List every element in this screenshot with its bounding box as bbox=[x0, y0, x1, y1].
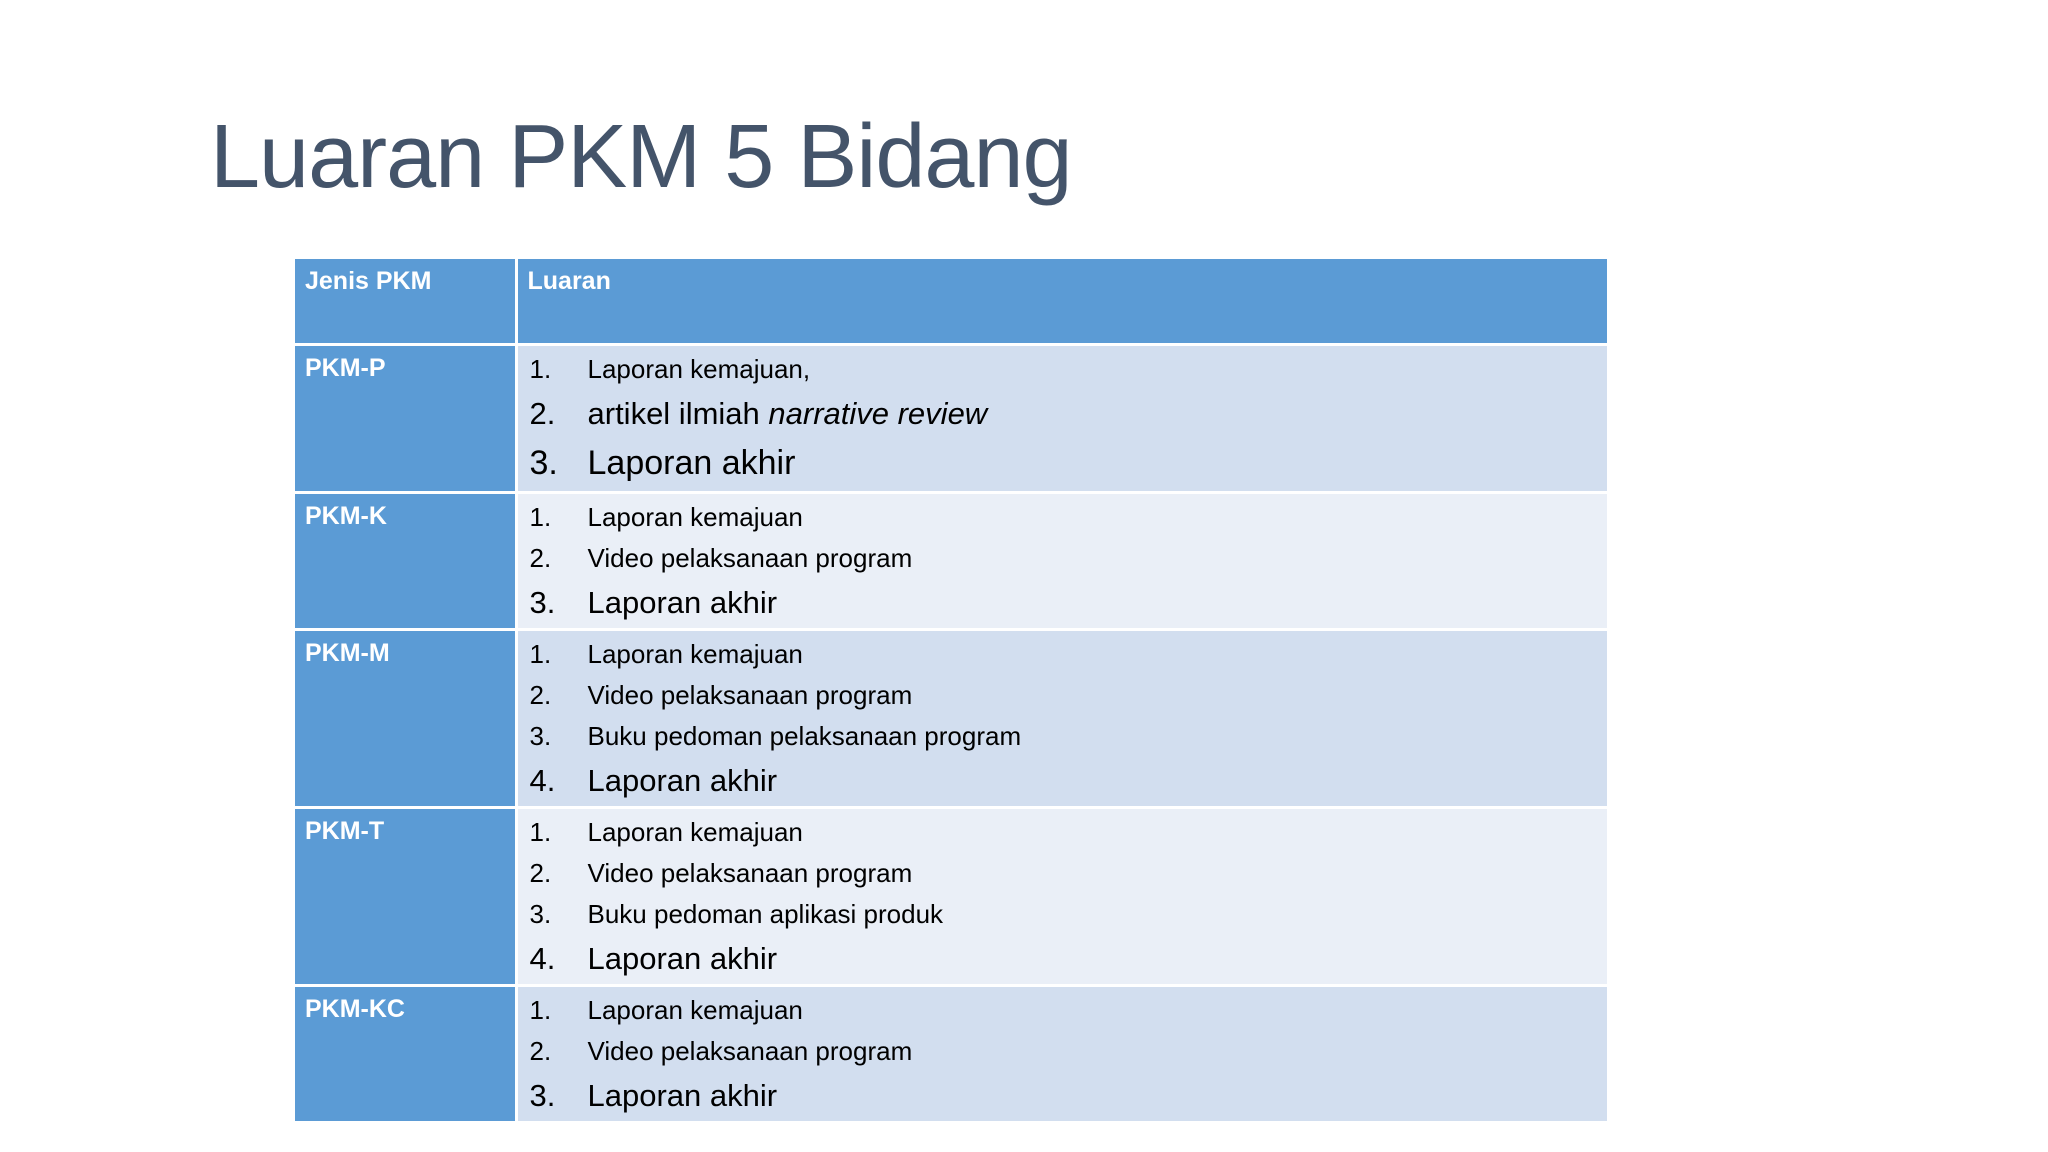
list-number: 4. bbox=[529, 941, 556, 976]
list-item bbox=[530, 894, 1608, 935]
list-text: Laporan akhir bbox=[587, 1078, 778, 1113]
luaran-table bbox=[292, 256, 1610, 1124]
list-item bbox=[530, 349, 1608, 390]
list-number: 3. bbox=[529, 721, 552, 751]
list-item bbox=[530, 579, 1608, 626]
list-item bbox=[530, 853, 1608, 894]
list-number: 1. bbox=[529, 502, 552, 532]
table-row bbox=[294, 986, 1609, 1123]
jenis-cell: PKM-T bbox=[294, 808, 517, 986]
list-item bbox=[530, 538, 1608, 579]
list-number: 2. bbox=[529, 680, 552, 710]
list-text-regular: artikel ilmiah bbox=[587, 396, 769, 431]
list-text: Buku pedoman pelaksanaan program bbox=[587, 721, 1022, 751]
list-number: 2. bbox=[529, 1036, 552, 1066]
list-text: Laporan akhir bbox=[587, 444, 796, 482]
list-number: 2. bbox=[529, 543, 552, 573]
list-text: Video pelaksanaan program bbox=[587, 858, 913, 888]
list-item bbox=[530, 390, 1608, 437]
list-number: 3. bbox=[529, 444, 558, 482]
list-item bbox=[530, 935, 1608, 982]
list-text: Laporan kemajuan bbox=[587, 639, 803, 669]
list-number: 3. bbox=[529, 585, 556, 620]
list-number: 2. bbox=[529, 396, 556, 431]
list-text: Laporan akhir bbox=[587, 763, 778, 798]
list-number: 1. bbox=[529, 817, 552, 847]
table-row bbox=[294, 493, 1609, 630]
list-item bbox=[530, 634, 1608, 675]
luaran-cell bbox=[516, 986, 1609, 1123]
table-header-row bbox=[294, 258, 1609, 345]
jenis-cell: PKM-M bbox=[294, 630, 517, 808]
luaran-cell bbox=[516, 630, 1609, 808]
header-jenis-pkm: Jenis PKM bbox=[294, 258, 517, 345]
list-number: 3. bbox=[529, 1078, 556, 1113]
list-number: 1. bbox=[529, 995, 552, 1025]
list-item bbox=[530, 437, 1608, 489]
list-number: 3. bbox=[529, 899, 552, 929]
list-item bbox=[530, 497, 1608, 538]
table-row bbox=[294, 345, 1609, 493]
luaran-cell bbox=[516, 345, 1609, 493]
list-item bbox=[530, 1072, 1608, 1119]
list-text: Video pelaksanaan program bbox=[587, 680, 913, 710]
list-number: 2. bbox=[529, 858, 552, 888]
list-item bbox=[530, 675, 1608, 716]
list-item bbox=[530, 716, 1608, 757]
list-text bbox=[588, 390, 988, 437]
slide-title: Luaran PKM 5 Bidang bbox=[210, 107, 1072, 207]
list-item bbox=[530, 757, 1608, 804]
list-text: Buku pedoman aplikasi produk bbox=[587, 899, 944, 929]
list-item bbox=[530, 990, 1608, 1031]
list-item bbox=[530, 1031, 1608, 1072]
list-text: Laporan kemajuan bbox=[587, 817, 803, 847]
list-number: 4. bbox=[529, 763, 556, 798]
list-number: 1. bbox=[529, 354, 552, 384]
list-text: Laporan kemajuan bbox=[587, 995, 803, 1025]
list-item bbox=[530, 812, 1608, 853]
list-text: Video pelaksanaan program bbox=[587, 1036, 913, 1066]
list-text: Laporan kemajuan bbox=[587, 502, 803, 532]
list-text: Laporan kemajuan, bbox=[587, 354, 811, 384]
header-luaran: Luaran bbox=[516, 258, 1609, 345]
table-row bbox=[294, 630, 1609, 808]
list-text: Laporan akhir bbox=[587, 585, 778, 620]
jenis-cell: PKM-K bbox=[294, 493, 517, 630]
list-number: 1. bbox=[529, 639, 552, 669]
list-text-italic: narrative review bbox=[768, 396, 988, 431]
list-text: Laporan akhir bbox=[587, 941, 778, 976]
list-text: Video pelaksanaan program bbox=[587, 543, 913, 573]
luaran-cell bbox=[516, 493, 1609, 630]
jenis-cell: PKM-P bbox=[294, 345, 517, 493]
jenis-cell: PKM-KC bbox=[294, 986, 517, 1123]
luaran-cell bbox=[516, 808, 1609, 986]
table-row bbox=[294, 808, 1609, 986]
